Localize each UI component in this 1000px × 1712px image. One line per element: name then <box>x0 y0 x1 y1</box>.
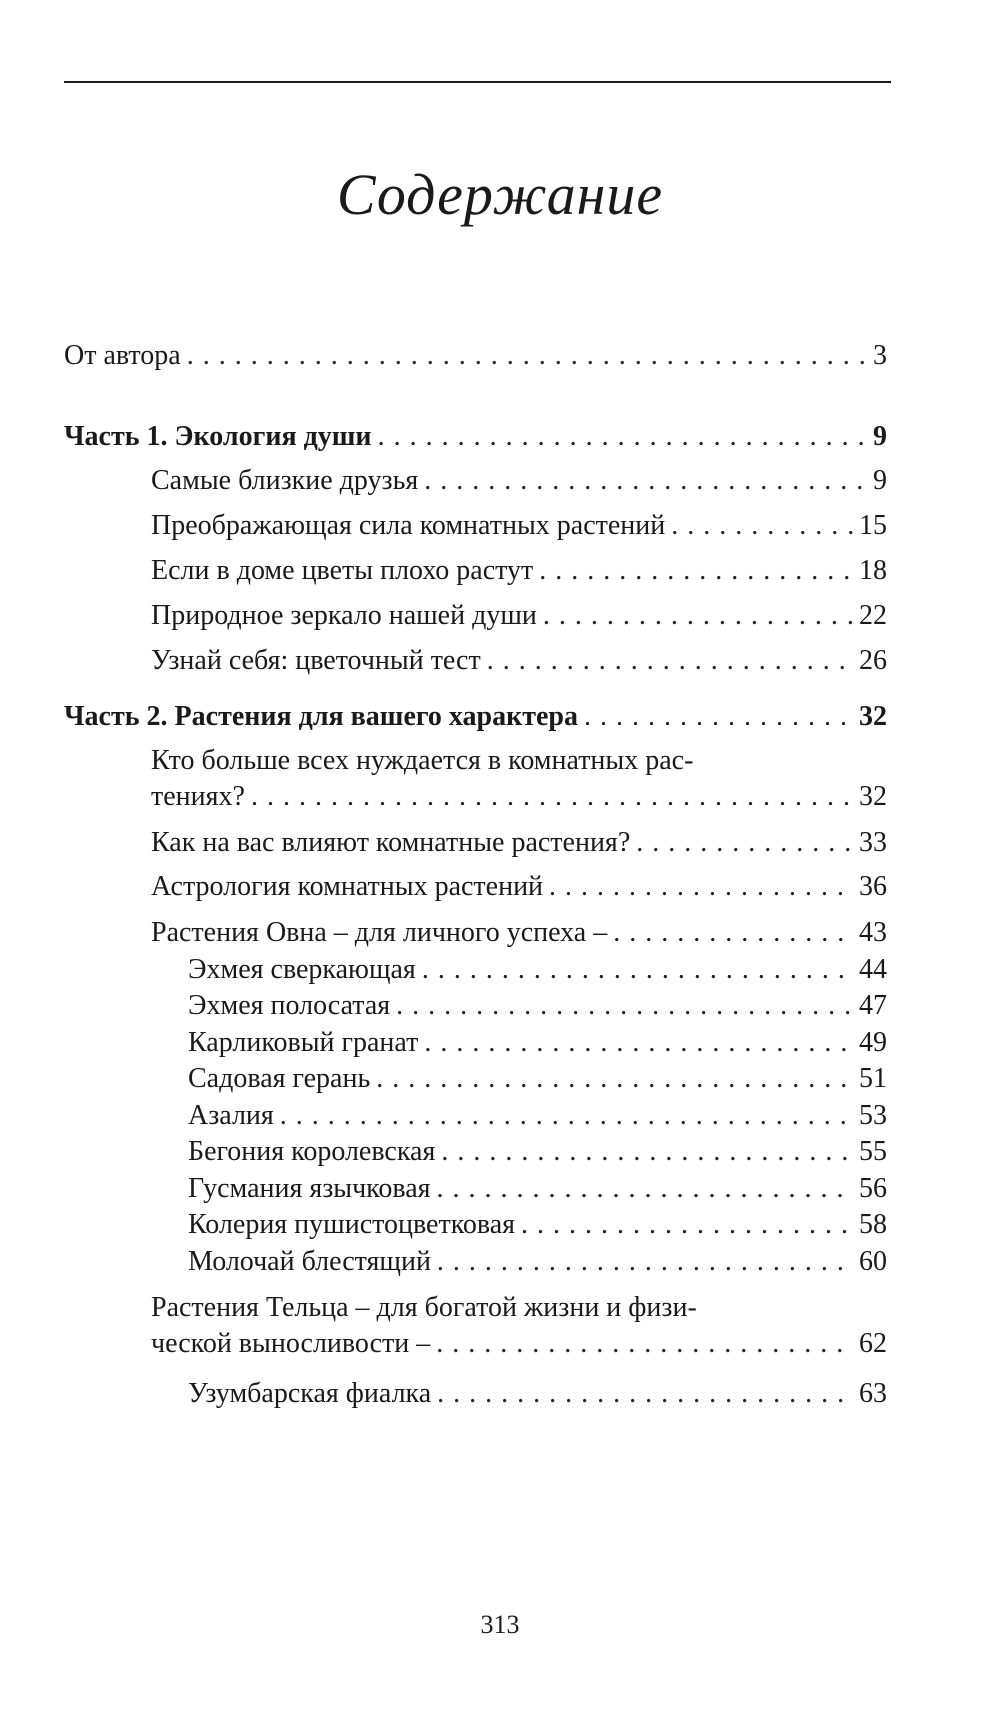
toc-page-number: 49 <box>859 1027 887 1058</box>
toc-page-number: 22 <box>859 600 887 631</box>
toc-entry-text: Гусмания язычковая <box>188 1173 431 1204</box>
toc-part-2[interactable] <box>64 699 887 735</box>
toc-entry[interactable] <box>151 825 887 861</box>
toc-entry[interactable] <box>151 598 887 634</box>
toc-entry-text: Самые близкие друзья <box>151 465 419 496</box>
toc-entry[interactable] <box>188 1025 887 1061</box>
toc-page-number: 58 <box>859 1209 887 1240</box>
toc-entry-text: Часть 2. Растения для вашего характера <box>64 701 578 732</box>
toc-page-number: 44 <box>859 954 887 985</box>
toc-entry[interactable] <box>151 869 887 905</box>
toc-entry-text: тениях? <box>151 781 245 812</box>
toc-entry[interactable] <box>151 463 887 499</box>
toc-entry-text: Преображающая сила комнатных растений <box>151 510 666 541</box>
toc-entry[interactable] <box>151 1290 887 1362</box>
page-number: 313 <box>480 1610 520 1639</box>
toc-page-number: 62 <box>859 1328 887 1359</box>
toc-entry-text: Природное зеркало нашей души <box>151 600 537 631</box>
toc-entry-text: Эхмея сверкающая <box>188 954 416 985</box>
toc-entry[interactable] <box>151 508 887 544</box>
toc-entry-text: Часть 1. Экология души <box>64 421 372 452</box>
toc-entry-text: ческой выносливости – <box>151 1328 431 1359</box>
toc-entry-first-line: Растения Тельца – для богатой жизни и физи- <box>151 1292 697 1323</box>
toc-entry[interactable] <box>151 915 887 951</box>
toc-page-number: 56 <box>859 1173 887 1204</box>
toc-page-number: 3 <box>873 340 887 371</box>
toc-page-number: 9 <box>873 465 887 496</box>
toc-entry[interactable] <box>151 643 887 679</box>
toc-entry-text: Колерия пушистоцветковая <box>188 1209 516 1240</box>
toc-page-number: 32 <box>859 781 887 812</box>
toc-entry[interactable] <box>188 1098 887 1134</box>
toc-entry-text: Азалия <box>188 1100 274 1131</box>
toc-entry[interactable] <box>188 1061 887 1097</box>
toc-entry-text: Карликовый гранат <box>188 1027 419 1058</box>
toc-entry[interactable] <box>188 952 887 988</box>
toc-entry-text: Как на вас влияют комнатные растения? <box>151 827 631 858</box>
toc-entry[interactable] <box>188 1207 887 1243</box>
toc-entry-text: Астрология комнатных растений <box>151 871 544 902</box>
toc-entry-text: Узумбарская фиалка <box>188 1378 432 1409</box>
toc-page-number: 18 <box>859 555 887 586</box>
toc-entry-author-note[interactable] <box>64 338 887 374</box>
toc-entry[interactable] <box>188 1171 887 1207</box>
toc-part-1[interactable] <box>64 419 887 455</box>
toc-page-number: 32 <box>859 701 887 732</box>
toc-entry-text: Растения Овна – для личного успеха – <box>151 917 608 948</box>
toc-entry-text: Молочай блестящий <box>188 1246 431 1277</box>
toc-page-number: 51 <box>859 1063 887 1094</box>
toc-page-number: 9 <box>873 421 887 452</box>
toc-entry-text: Если в доме цветы плохо растут <box>151 555 534 586</box>
toc-page-number: 15 <box>859 510 887 541</box>
toc-entry-text: Бегония королевская <box>188 1136 436 1167</box>
toc-entry[interactable] <box>151 743 887 815</box>
toc-page-number: 47 <box>859 990 887 1021</box>
toc-page-number: 43 <box>859 917 887 948</box>
toc-entry[interactable] <box>151 553 887 589</box>
toc-page-number: 33 <box>859 827 887 858</box>
page-title: Содержание <box>336 162 664 227</box>
toc-entry-first-line: Кто больше всех нуждается в комнатных рас- <box>151 745 694 776</box>
toc-page-number: 55 <box>859 1136 887 1167</box>
toc-entry[interactable] <box>188 1134 887 1170</box>
toc-page-number: 36 <box>859 871 887 902</box>
toc-page-number: 63 <box>859 1378 887 1409</box>
toc-entry-text: Садовая герань <box>188 1063 371 1094</box>
toc-page-number: 53 <box>859 1100 887 1131</box>
toc-entry[interactable] <box>188 1244 887 1280</box>
toc-page-number: 60 <box>859 1246 887 1277</box>
toc-entry-text: Узнай себя: цветочный тест <box>151 645 481 676</box>
toc-entry[interactable] <box>188 1376 887 1412</box>
toc-entry[interactable] <box>188 988 887 1024</box>
toc-page-number: 26 <box>859 645 887 676</box>
toc-entry-text: Эхмея полосатая <box>188 990 391 1021</box>
toc-entry-text: От автора <box>64 340 181 371</box>
